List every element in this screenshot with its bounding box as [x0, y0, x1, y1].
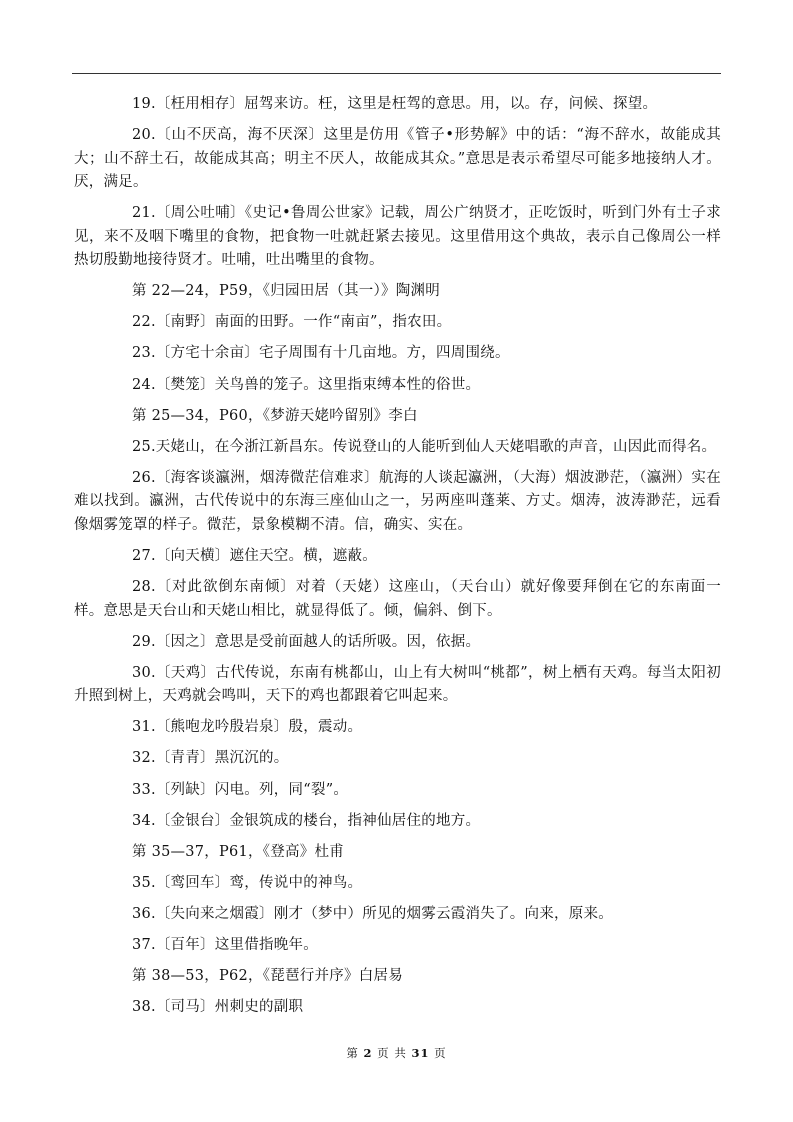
footer-total-pages: 31: [411, 1046, 430, 1060]
note-36: 36.〔失向来之烟霞〕刚才（梦中）所见的烟雾云霞消失了。向来，原来。: [132, 905, 614, 922]
note-19: 19.〔枉用相存〕屈驾来访。枉，这里是枉驾的意思。用，以。存，问候、探望。: [132, 96, 658, 112]
note-24: 24.〔樊笼〕关鸟兽的笼子。这里指束缚本性的俗世。: [132, 376, 481, 393]
note-33: 33.〔列缺〕闪电。列，同“裂”。: [132, 781, 349, 798]
note-38: 38.〔司马〕州刺史的副职: [132, 999, 304, 1016]
note-23: 23.〔方宅十余亩〕宅子周围有十几亩地。方，四周围绕。: [132, 345, 510, 362]
note-27: 27.〔向天横〕遮住天空。横，遮蔽。: [132, 547, 378, 564]
note-20: 20.〔山不厌高，海不厌深〕这里是仿用《管子•形势解》中的话：“海不辞水，故能成其大；山不辞土石，故能成其高；明主不厌人，故能成其众。”意思是表示希望尽可能多地接纳人才。厌，满足。: [74, 127, 721, 191]
note-30: 30.〔天鸡〕古代传说，东南有桃都山，山上有大树叫“桃都”，树上栖有天鸡。每当太阳初升照到树上，天鸡就会鸣叫，天下的鸡也都跟着它叫起来。: [74, 664, 721, 705]
note-22: 22.〔南野〕南面的田野。一作“南亩”，指农田。: [132, 314, 452, 331]
note-32: 32.〔青青〕黑沉沉的。: [132, 750, 289, 767]
header-rule: [72, 73, 721, 74]
section-heading-38-53: 第 38—53，P62，《琵琶行并序》白居易: [132, 968, 403, 985]
note-37: 37.〔百年〕这里借指晚年。: [132, 936, 319, 953]
section-heading-22-24: 第 22—24，P59，《归园田居（其一）》陶渊明: [132, 283, 440, 300]
footer-page-number: 2: [363, 1046, 373, 1060]
note-35: 35.〔鸾回车〕鸾，传说中的神鸟。: [132, 874, 363, 891]
note-26: 26.〔海客谈瀛洲，烟涛微茫信难求〕航海的人谈起瀛洲，（大海）烟波渺茫，（瀛洲）实在难以找到。瀛洲，古代传说中的东海三座仙山之一，另两座叫蓬莱、方丈。烟涛，波涛渺茫，远看像烟雾笼罩的样子。微茫，景象模糊不清。信，确实、实在。: [74, 469, 721, 533]
footer-prefix: 第: [346, 1046, 359, 1060]
note-25: 25.天姥山，在今浙江新昌东。传说登山的人能听到仙人天姥唱歌的声音，山因此而得名。: [132, 438, 717, 455]
note-28: 28.〔对此欲倒东南倾〕对着（天姥）这座山，（天台山）就好像要拜倒在它的东南面一样。意思是天台山和天姥山相比，就显得低了。倾，偏斜、倒下。: [74, 579, 721, 619]
note-29: 29.〔因之〕意思是受前面越人的话所吸。因，依据。: [132, 633, 481, 650]
note-34: 34.〔金银台〕金银筑成的楼台，指神仙居住的地方。: [132, 812, 481, 829]
footer-suffix: 页: [434, 1046, 447, 1060]
note-21: 21.〔周公吐哺〕《史记•鲁周公世家》记载，周公广纳贤才，正吃饭时，听到门外有士子求见，来不及咽下嘴里的食物，把食物一吐就赶紧去接见。这里借用这个典故，表示自己像周公一样热切殷勤地接待贤才。吐哺，吐出嘴里的食物。: [74, 205, 721, 269]
footer-middle: 页 共: [377, 1046, 407, 1060]
section-heading-35-37: 第 35—37，P61，《登高》杜甫: [132, 843, 344, 860]
note-31: 31.〔熊咆龙吟殷岩泉〕殷，震动。: [132, 719, 363, 736]
page-footer: [0, 1045, 793, 1061]
section-heading-25-34: 第 25—34，P60，《梦游天姥吟留别》李白: [132, 407, 418, 424]
page-body: [74, 93, 721, 1027]
